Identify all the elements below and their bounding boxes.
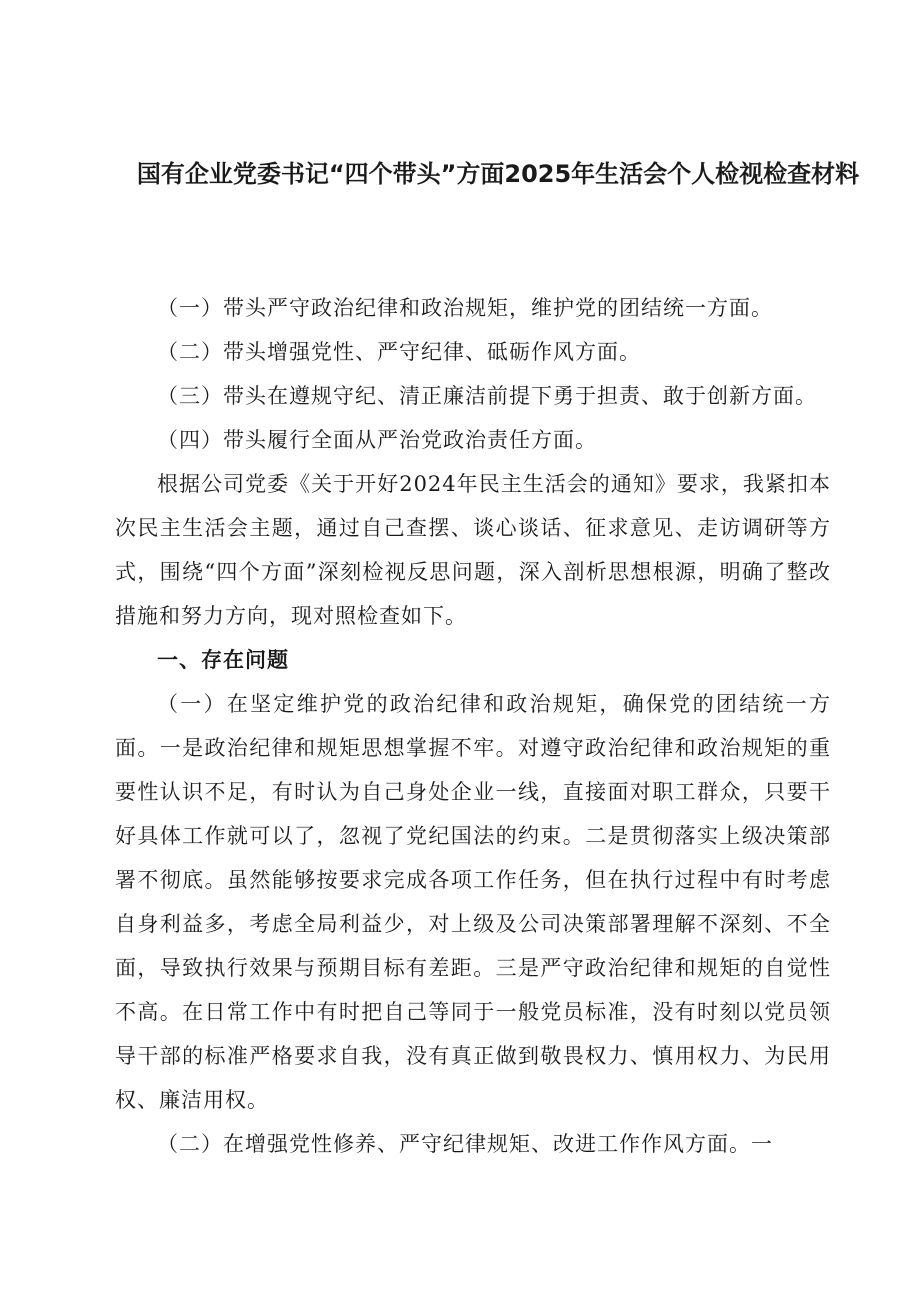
section-paragraph-1: （一）在坚定维护党的政治纪律和政治规矩，确保党的团结统一方面。一是政治纪律和规矩思想掌握不牢。对遵守政治纪律和政治规矩的重要性认识不足，有时认为自己身处企业一线，直接面对职工群众，只要干好具体工作就可以了，忽视了党纪国法的约束。二是贯彻落实上级决策部署不彻底。虽然能够按要求完成各项工作任务，但在执行过程中有时考虑自身利益多，考虑全局利益少，对上级及公司决策部署理解不深刻、不全面，导致执行效果与预期目标有差距。三是严守政治纪律和规矩的自觉性不高。在日常工作中有时把自己等同于一般党员标准，没有时刻以党员领导干部的标准严格要求自我，没有真正做到敬畏权力、慎用权力、为民用权、廉洁用权。 <box>115 692 831 1112</box>
intro-paragraph: 根据公司党委《关于开好2024年民主生活会的通知》要求，我紧扣本次民主生活会主题，通过自己查摆、谈心谈话、征求意见、走访调研等方式，围绕“四个方面”深刻检视反思问题，深入剖析思想根源，明确了整改措施和努力方向，现对照检查如下。 <box>115 472 831 628</box>
outline-item-2: （二）带头增强党性、严守纪律、砥砺作风方面。 <box>157 340 641 364</box>
outline-item-4: （四）带头履行全面从严治党政治责任方面。 <box>157 428 597 452</box>
section-paragraph-2: （二）在增强党性修养、严守纪律规矩、改进工作作风方面。一 <box>157 1132 773 1156</box>
section-heading-problems: 一、存在问题 <box>157 648 289 672</box>
outline-item-3: （三）带头在遵规守纪、清正廉洁前提下勇于担责、敢于创新方面。 <box>157 384 817 408</box>
document-body <box>115 286 831 1166</box>
outline-item-1: （一）带头严守政治纪律和政治规矩，维护党的团结统一方面。 <box>157 296 773 320</box>
document-title: 国有企业党委书记“四个带头”方面2025年生活会个人检视检查材料 <box>136 160 860 188</box>
